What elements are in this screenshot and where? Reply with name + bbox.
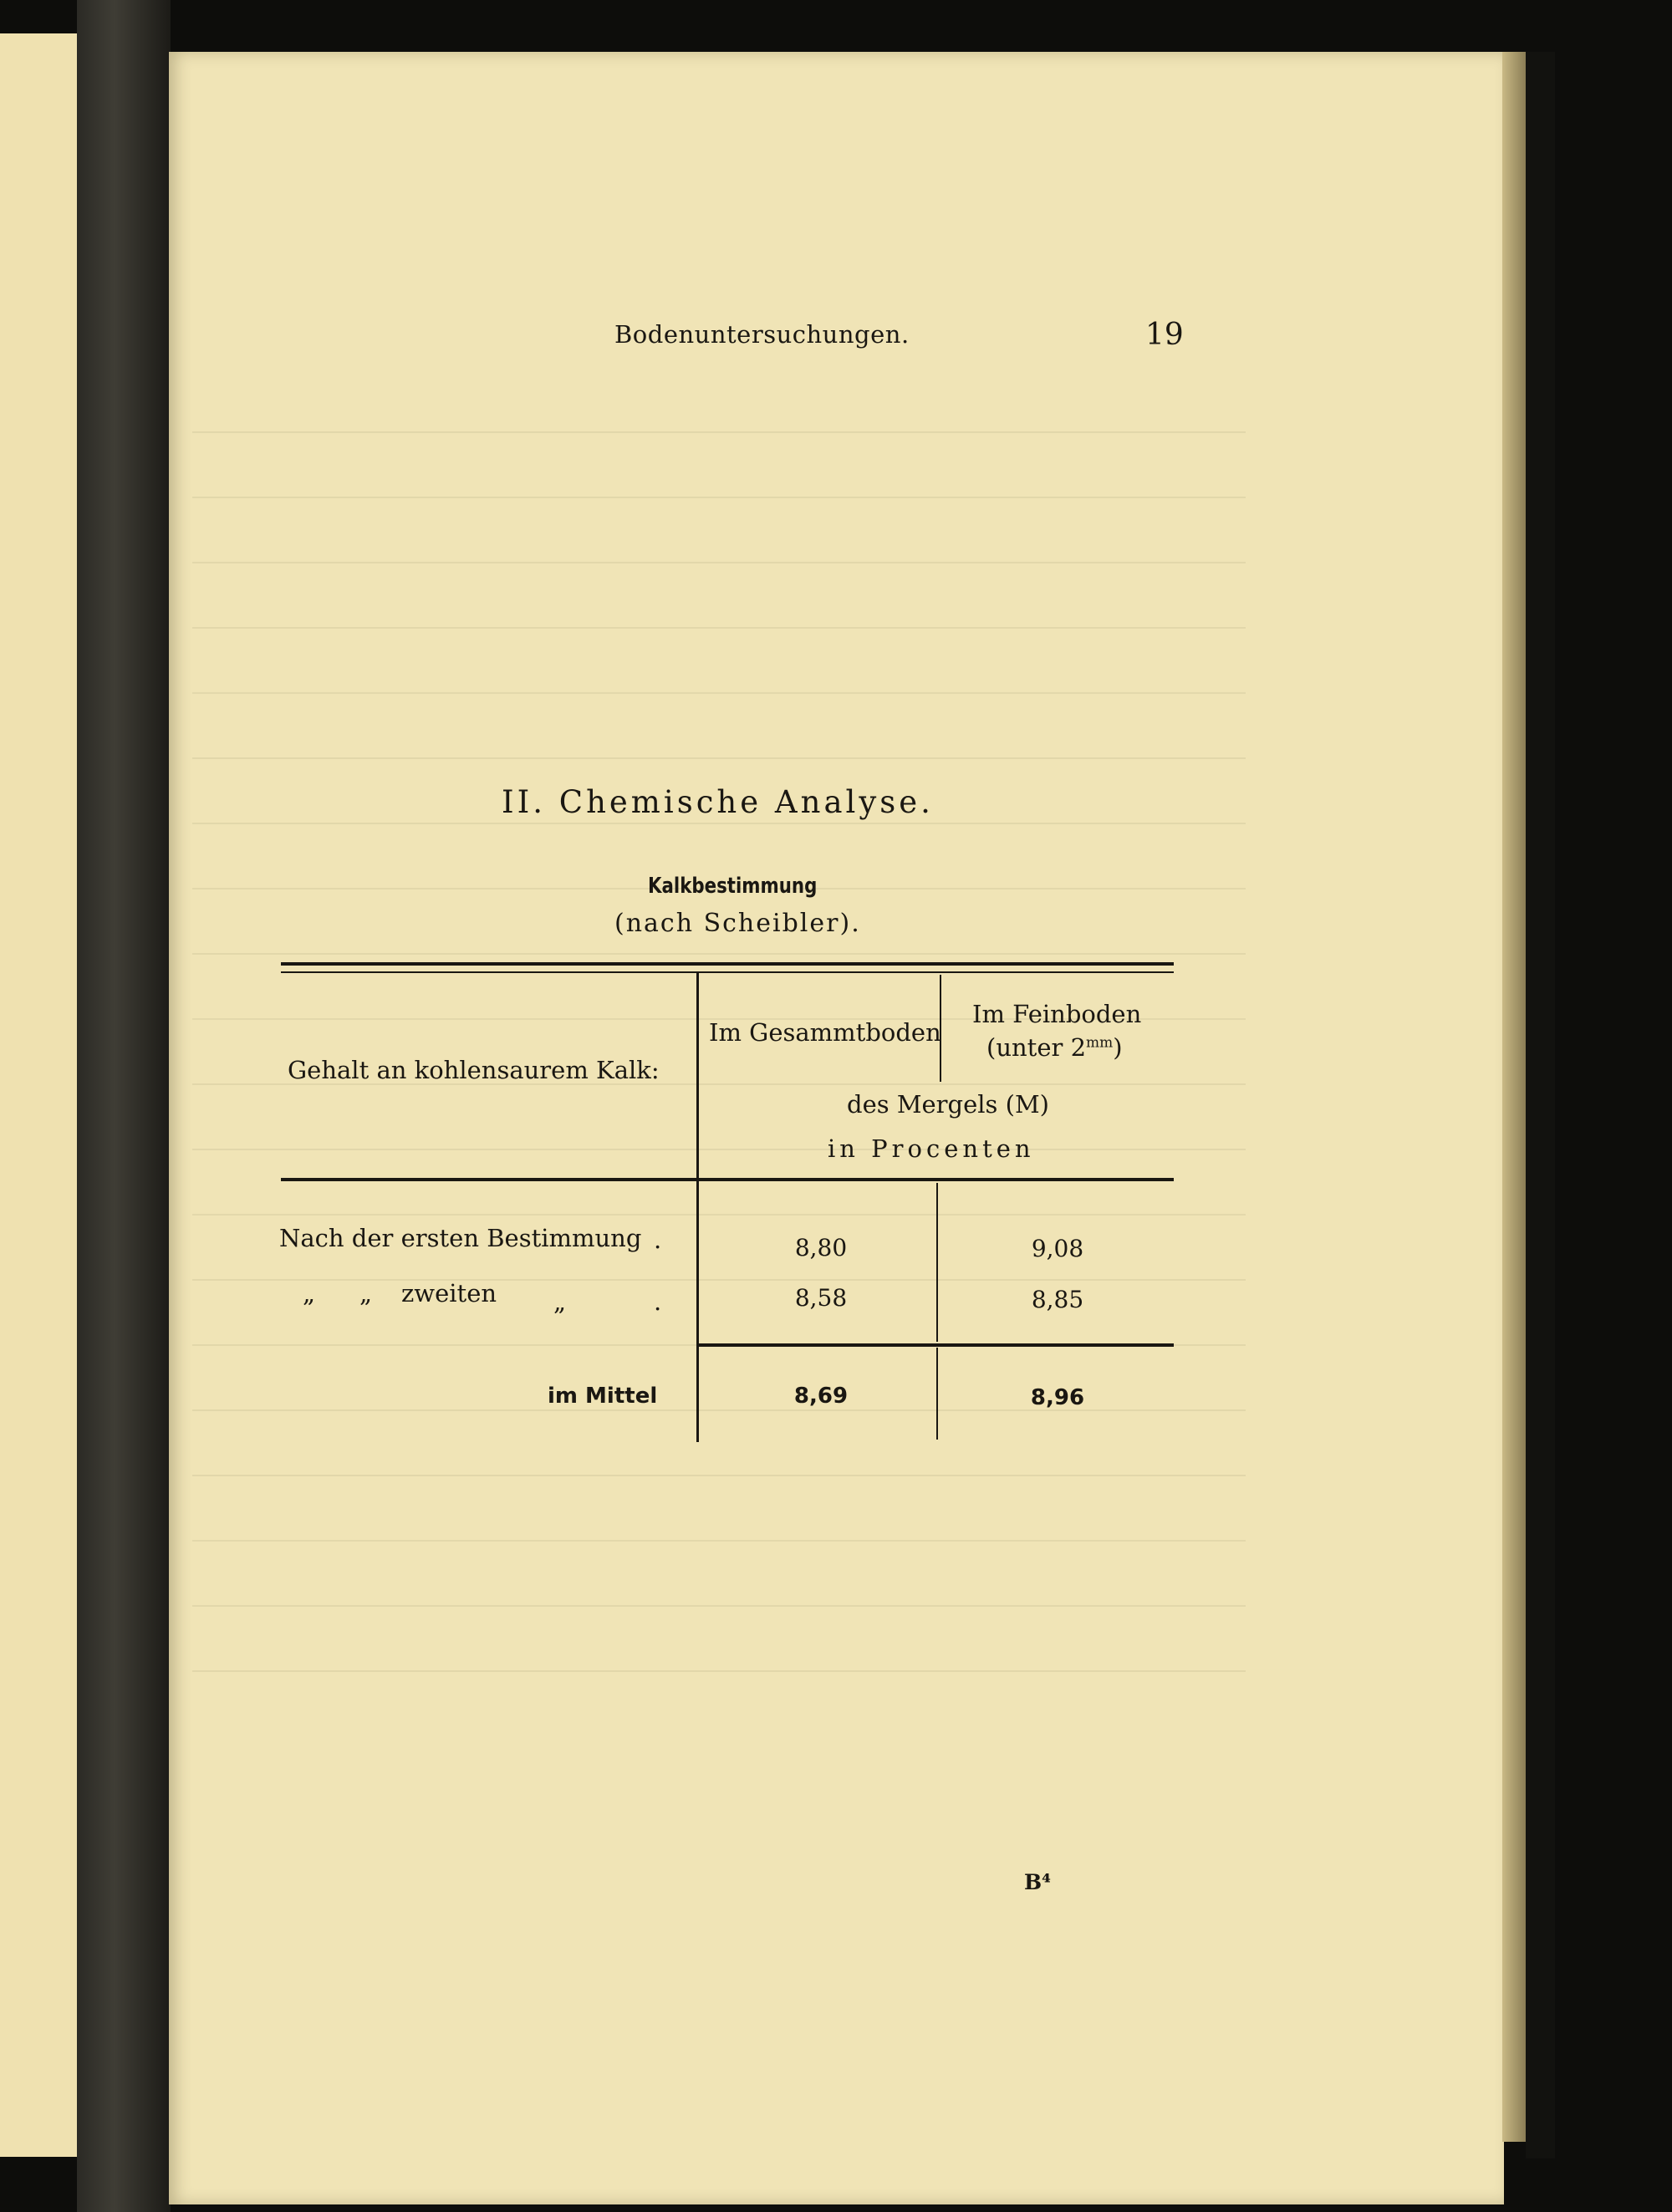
mean-gesammtboden-value: 8,69 — [793, 1384, 849, 1409]
header-bottom-rule — [281, 1178, 1174, 1181]
row-1-feinboden-value: 9,08 — [1031, 1235, 1084, 1262]
row-2-label: zweiten — [401, 1279, 497, 1307]
col-header-size-text: (unter 2 — [986, 1033, 1087, 1062]
page-number: 19 — [1145, 318, 1184, 352]
page-fore-edge — [1502, 52, 1526, 2142]
mean-top-rule — [697, 1343, 1174, 1347]
col-header-size-close: ) — [1113, 1033, 1123, 1062]
section-title: II. Chemische Analyse. — [502, 784, 934, 820]
book-cover-edge — [1526, 52, 1555, 2158]
signature-mark: B⁴ — [1024, 1870, 1052, 1894]
column-divider-body — [936, 1183, 938, 1342]
span-header-mergel: des Mergels (M) — [847, 1090, 1049, 1119]
mean-feinboden-value: 8,96 — [1030, 1385, 1085, 1410]
table-subtitle: (nach Scheibler). — [614, 909, 861, 938]
row-2-ditto-mark-3: „ — [553, 1287, 567, 1316]
col-header-feinboden-size — [986, 1033, 1123, 1062]
row-2-leader-dot: . — [654, 1287, 662, 1316]
row-2-feinboden-value: 8,85 — [1031, 1286, 1084, 1313]
span-header-procenten: in Procenten — [828, 1134, 1035, 1163]
mean-label: im Mittel — [548, 1384, 658, 1409]
col-header-feinboden: Im Feinboden — [972, 1000, 1142, 1028]
facing-page-edge — [0, 33, 79, 2157]
running-head: Bodenuntersuchungen. — [614, 320, 910, 349]
row-1-leader-dot: . — [654, 1226, 662, 1254]
table-top-rule-thin — [281, 971, 1174, 973]
column-divider-main — [696, 971, 699, 1442]
table-top-rule-thick — [281, 962, 1174, 966]
table-title: Kalkbestimmung — [648, 874, 818, 899]
book-gutter — [77, 0, 171, 2212]
row-1-label: Nach der ersten Bestimmung — [279, 1224, 642, 1252]
row-2-gesammtboden-value: 8,58 — [794, 1284, 848, 1312]
row-header-label: Gehalt an kohlensaurem Kalk: — [288, 1056, 660, 1084]
row-2-ditto-mark-2: „ — [359, 1279, 373, 1307]
col-header-gesammtboden: Im Gesammtboden — [709, 1018, 941, 1047]
row-1-gesammtboden-value: 8,80 — [794, 1234, 848, 1261]
book-page — [169, 52, 1504, 2204]
column-divider-mean — [936, 1348, 938, 1440]
row-2-ditto-mark-1: „ — [303, 1279, 316, 1307]
col-header-size-unit: mm — [1086, 1034, 1114, 1052]
